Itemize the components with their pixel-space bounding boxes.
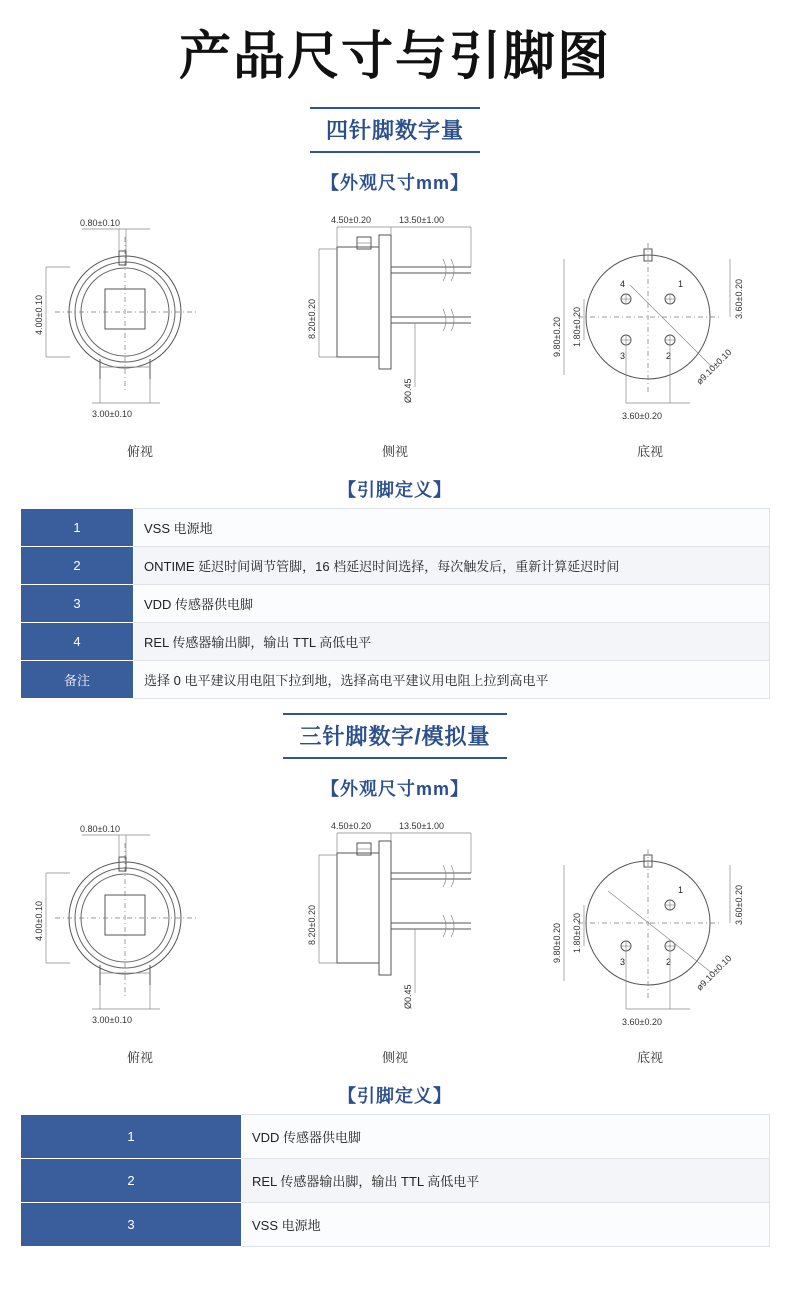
side-view-svg-1 [275, 207, 515, 437]
bottom-pin-label-3-2: 3 [620, 957, 626, 967]
section-2-dimension-title: 【外观尺寸mm】 [320, 779, 469, 799]
section-title-three-pin: 三针脚数字/模拟量 [283, 713, 506, 759]
drawing-side-view-1 [275, 207, 515, 460]
dim-bottom-right-1: 3.60±0.20 [734, 279, 744, 319]
pin-number: 1 [21, 509, 134, 547]
pin-definition-table-2 [20, 1114, 770, 1247]
table-row [21, 509, 770, 547]
caption-bottom-view-2: 底视 [636, 1050, 663, 1065]
pin-number-note: 备注 [21, 661, 134, 699]
bottom-view-svg-2 [530, 813, 770, 1043]
caption-top-view-1: 俯视 [126, 444, 153, 459]
bottom-pin-label-4-1: 4 [620, 279, 626, 289]
dim-bottom-bottom-2: 3.60±0.20 [622, 1017, 662, 1027]
caption-side-view-1: 侧视 [381, 444, 408, 459]
caption-top-view-2: 俯视 [126, 1050, 153, 1065]
pin-description: ONTIME 延迟时间调节管脚，16 档延迟时间选择，每次触发后，重新计算延迟时间 [134, 547, 770, 585]
table-row [21, 547, 770, 585]
bottom-view-svg-1 [530, 207, 770, 437]
drawing-top-view-2 [20, 813, 260, 1066]
bottom-pin-label-3-1: 3 [620, 351, 626, 361]
pin-description: VSS 电源地 [242, 1203, 770, 1247]
bottom-pin-label-2-2: 2 [666, 957, 672, 967]
dim-side-height-1: 8.20±0.20 [307, 299, 317, 339]
pin-description: VSS 电源地 [134, 509, 770, 547]
dim-side-height-2: 8.20±0.20 [307, 905, 317, 945]
section-2-header [0, 713, 790, 759]
section-2-pin-title: 【引脚定义】 [338, 1086, 452, 1106]
dim-bottom-inner-1: 1.80±0.20 [572, 307, 582, 347]
pin-number: 3 [21, 585, 134, 623]
top-view-svg-2 [20, 813, 260, 1043]
dim-side-right-1: 13.50±1.00 [399, 215, 444, 225]
dim-bottom-left-1: 9.80±0.20 [552, 317, 562, 357]
pin-number: 3 [21, 1203, 242, 1247]
bottom-pin-label-2-1: 2 [666, 351, 672, 361]
dim-top-bottom-2: 3.00±0.10 [92, 1015, 132, 1025]
pin-description: REL 传感器输出脚，输出 TTL 高低电平 [134, 623, 770, 661]
dim-bottom-left-2: 9.80±0.20 [552, 923, 562, 963]
dim-side-pin-1: Ø0.45 [403, 378, 413, 403]
dim-bottom-right-2: 3.60±0.20 [734, 885, 744, 925]
table-row [21, 661, 770, 699]
drawing-top-view-1 [20, 207, 260, 460]
drawing-bottom-view-2 [530, 813, 770, 1066]
dim-top-width-1: 0.80±0.10 [80, 218, 120, 228]
caption-side-view-2: 侧视 [381, 1050, 408, 1065]
pin-number: 2 [21, 1159, 242, 1203]
pin-definition-table-1 [20, 508, 770, 699]
dim-side-pin-2: Ø0.45 [403, 984, 413, 1009]
pin-description: VDD 传感器供电脚 [242, 1115, 770, 1159]
table-row [21, 1159, 770, 1203]
bottom-pin-label-1-1: 1 [678, 279, 684, 289]
pin-description-note: 选择 0 电平建议用电阻下拉到地，选择高电平建议用电阻上拉到高电平 [134, 661, 770, 699]
dim-bottom-inner-2: 1.80±0.20 [572, 913, 582, 953]
pin-number: 4 [21, 623, 134, 661]
dim-bottom-dia-1: ø9.10±0.10 [694, 347, 734, 387]
section-1-header [0, 107, 790, 153]
drawing-bottom-view-1 [530, 207, 770, 460]
dim-top-height-1: 4.00±0.10 [34, 295, 44, 335]
section-1-drawings [0, 201, 790, 460]
dim-top-height-2: 4.00±0.10 [34, 901, 44, 941]
table-row [21, 1203, 770, 1247]
bottom-pin-label-1-2: 1 [678, 885, 684, 895]
dim-side-left-2: 4.50±0.20 [331, 821, 371, 831]
dim-bottom-dia-2: ø9.10±0.10 [694, 953, 734, 993]
pin-number: 1 [21, 1115, 242, 1159]
section-1-pin-title: 【引脚定义】 [338, 480, 452, 500]
pin-description: VDD 传感器供电脚 [134, 585, 770, 623]
pin-description: REL 传感器输出脚，输出 TTL 高低电平 [242, 1159, 770, 1203]
pin-number: 2 [21, 547, 134, 585]
dim-bottom-bottom-1: 3.60±0.20 [622, 411, 662, 421]
table-row [21, 585, 770, 623]
dim-top-bottom-1: 3.00±0.10 [92, 409, 132, 419]
page-title: 产品尺寸与引脚图 [178, 27, 611, 87]
table-row [21, 1115, 770, 1159]
table-row [21, 623, 770, 661]
dim-top-width-2: 0.80±0.10 [80, 824, 120, 834]
section-title-four-pin: 四针脚数字量 [310, 107, 480, 153]
caption-bottom-view-1: 底视 [636, 444, 663, 459]
top-view-svg-1 [20, 207, 260, 437]
section-1-dimension-title: 【外观尺寸mm】 [320, 173, 469, 193]
section-2-drawings [0, 807, 790, 1066]
dim-side-left-1: 4.50±0.20 [331, 215, 371, 225]
dim-side-right-2: 13.50±1.00 [399, 821, 444, 831]
side-view-svg-2 [275, 813, 515, 1043]
drawing-side-view-2 [275, 813, 515, 1066]
